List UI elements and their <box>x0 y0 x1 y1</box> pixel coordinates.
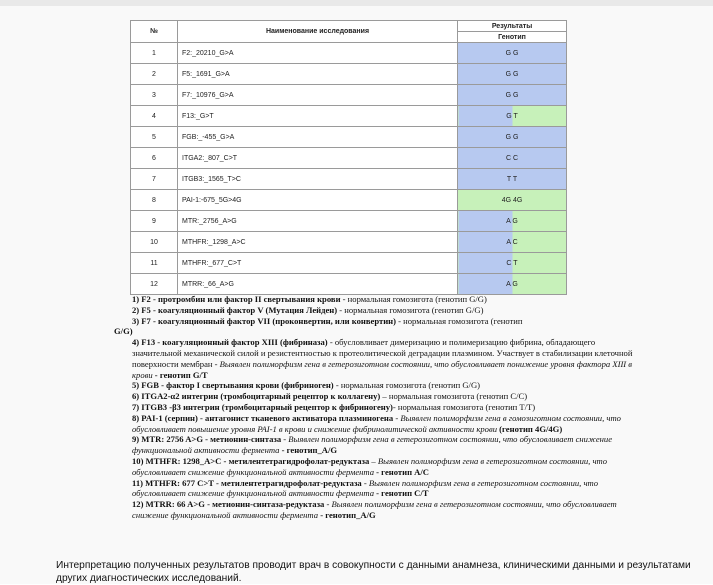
table-row <box>131 211 567 232</box>
row-genotype: T T <box>458 169 567 190</box>
note-11-title: 11) MTHFR: 677 C>T <box>132 477 214 488</box>
note-8-title: 8) PAI-1 (серпин) - антагонист тканевого активатора плазминогена <box>132 412 394 423</box>
note-5-title: 5) FGB - фактор I свертывания крови (фибриноген) <box>132 380 334 391</box>
note-10 <box>114 456 634 478</box>
row-number: 8 <box>131 190 178 211</box>
note-12-title: 12) MTRR: 66 A>G <box>132 499 205 510</box>
note-4-finding: Выявлен полиморфизм гена в гетерозиготном состоянии, что обусловливает понижение уровня фактора XIII в крови <box>132 358 633 380</box>
header-results: Результаты <box>458 21 567 32</box>
row-genotype: A C <box>458 232 567 253</box>
note-3 <box>114 316 634 327</box>
table-row <box>131 190 567 211</box>
note-1-text: - нормальная гомозигота (генотип G/G) <box>340 294 487 304</box>
note-4-genotype: - генотип G/T <box>152 369 208 380</box>
row-genotype: A G <box>458 211 567 232</box>
table-body <box>131 43 567 295</box>
row-test-name: PAI-1:-675_5G>4G <box>178 190 458 211</box>
note-10-genotype: - генотип A/C <box>374 466 429 477</box>
note-12-genotype: - генотип_A/G <box>318 509 376 520</box>
note-6 <box>114 391 634 402</box>
row-number: 7 <box>131 169 178 190</box>
note-6-title: 6) ITGA2-α2 интегрин (тромбоцитарный рецептор к коллагену) <box>132 391 381 402</box>
table-row <box>131 106 567 127</box>
row-number: 6 <box>131 148 178 169</box>
row-number: 1 <box>131 43 178 64</box>
row-test-name: F5:_1691_G>A <box>178 64 458 85</box>
note-4-text: - обусловливает димеризацию и полимеризацию фибрина, обладающего значительной механической силой и резистентностью к протеолитической деградации плазмином. Участвует в стабилизации клеточной поверхности мембран - <box>132 337 633 369</box>
interpretation-notes <box>114 294 634 521</box>
note-7-title: 7) ITGB3 -β3 интегрин (тромбоцитарный рецептор к фибриногену) <box>132 401 393 412</box>
note-9-title: 9) MTR: 2756 A>G <box>132 434 204 445</box>
scan-top-edge <box>0 0 713 6</box>
note-11 <box>114 478 634 500</box>
row-test-name: MTHFR:_1298_A>C <box>178 232 458 253</box>
row-genotype: G G <box>458 64 567 85</box>
table-row <box>131 64 567 85</box>
note-7-text: - нормальная гомозигота (генотип T/T) <box>392 401 536 412</box>
genotype-table <box>130 20 567 295</box>
table-row <box>131 85 567 106</box>
note-5 <box>114 380 634 391</box>
note-12 <box>114 499 634 521</box>
note-12-finding: - Выявлен полиморфизм гена в гетерозиготном состоянии, что обусловливает снижение функциональной активности фермента <box>132 499 617 520</box>
row-test-name: MTRR:_66_A>G <box>178 274 458 295</box>
note-1-title: 1) F2 - протромбин или фактор II свертывания крови <box>132 294 341 304</box>
row-test-name: ITGB3:_1565_T>C <box>178 169 458 190</box>
note-11-finding: - Выявлен полиморфизм гена в гетерозиготном состоянии, что обусловливает снижение функциональной активности фермента <box>132 477 599 499</box>
note-10-title: 10) MTHFR: 1298_A>C <box>132 455 222 466</box>
row-genotype: A G <box>458 274 567 295</box>
row-genotype: G G <box>458 43 567 64</box>
note-2 <box>114 305 634 316</box>
note-4-title: 4) F13 - коагуляционный фактор XIII (фибриназа) <box>132 337 328 348</box>
row-test-name: F13:_G>T <box>178 106 458 127</box>
row-number: 10 <box>131 232 178 253</box>
row-genotype: G G <box>458 127 567 148</box>
interpretation-footer: Интерпретацию полученных результатов проводит врач в совокупности с данными анамнеза, клиническими данными и результатами других диагностических исследований. <box>56 560 691 584</box>
note-5-text: - нормальная гомозигота (генотип G/G) <box>333 380 481 391</box>
row-number: 2 <box>131 64 178 85</box>
header-test-name: Наименование исследования <box>178 21 458 43</box>
row-number: 4 <box>131 106 178 127</box>
row-number: 11 <box>131 253 178 274</box>
note-3-text: - нормальная гомозигота (генотип <box>395 315 523 326</box>
row-number: 9 <box>131 211 178 232</box>
table-row <box>131 148 567 169</box>
note-9 <box>114 434 634 456</box>
note-2-title: 2) F5 - коагуляционный фактор V (Мутация Лейден) <box>132 304 338 315</box>
table-row <box>131 232 567 253</box>
note-3-genotype: G/G) <box>114 326 133 337</box>
header-number: № <box>131 21 178 43</box>
table-row <box>131 169 567 190</box>
row-genotype: G G <box>458 85 567 106</box>
table-row <box>131 253 567 274</box>
note-9-genotype: - генотип_A/G <box>279 445 338 456</box>
note-8-finding: Выявлен полиморфизм гена в гомозиготном состоянии, что обусловливает повышение уровня PAI-1 в крови и снижение фибринолитической активности крови <box>132 412 621 434</box>
table-header-row <box>131 21 567 32</box>
row-test-name: FGB:_-455_G>A <box>178 127 458 148</box>
note-8 <box>114 413 634 435</box>
note-4 <box>114 337 634 380</box>
row-test-name: MTR:_2756_A>G <box>178 211 458 232</box>
note-7 <box>114 402 634 413</box>
note-9-finding: - Выявлен полиморфизм гена в гетерозиготном состоянии, что обусловливает снижение функциональной активности фермента <box>132 434 613 456</box>
row-genotype: C T <box>458 253 567 274</box>
row-genotype: C C <box>458 148 567 169</box>
note-11-genotype: - генотип C/T <box>374 488 429 499</box>
note-8-sep: - <box>393 412 401 423</box>
row-test-name: ITGA2:_807_C>T <box>178 148 458 169</box>
row-number: 5 <box>131 127 178 148</box>
note-6-text: – нормальная гомозигота (генотип С/С) <box>380 391 528 402</box>
note-12-enzyme: - метионин-синтаза-редуктаза <box>204 499 325 510</box>
note-3-continued <box>114 326 634 337</box>
table-row <box>131 43 567 64</box>
note-2-text: - нормальная гомозигота (генотип G/G) <box>337 304 484 315</box>
row-test-name: F2:_20210_G>A <box>178 43 458 64</box>
table-row <box>131 274 567 295</box>
note-11-enzyme: - метилентетрагидрофолат-редуктаза <box>213 477 362 488</box>
table-row <box>131 127 567 148</box>
row-number: 12 <box>131 274 178 295</box>
row-number: 3 <box>131 85 178 106</box>
row-test-name: MTHFR:_677_C>T <box>178 253 458 274</box>
header-genotype: Генотип <box>458 32 567 43</box>
row-genotype: 4G 4G <box>458 190 567 211</box>
note-1 <box>114 294 634 305</box>
row-test-name: F7:_10976_G>A <box>178 85 458 106</box>
row-genotype: G T <box>458 106 567 127</box>
note-10-enzyme: - метилентетрагидрофолат-редуктаза <box>221 455 370 466</box>
note-8-genotype: (генотип 4G/4G) <box>497 423 563 434</box>
note-10-finding: – Выявлен полиморфизм гена в гетерозиготном состоянии, что обусловливает снижение функциональной активности фермента <box>132 455 608 477</box>
note-3-title: 3) F7 - коагуляционный фактор VII (проконвертин, или конвертин) <box>132 315 396 326</box>
note-9-enzyme: - метионин-синтаза <box>203 434 282 445</box>
